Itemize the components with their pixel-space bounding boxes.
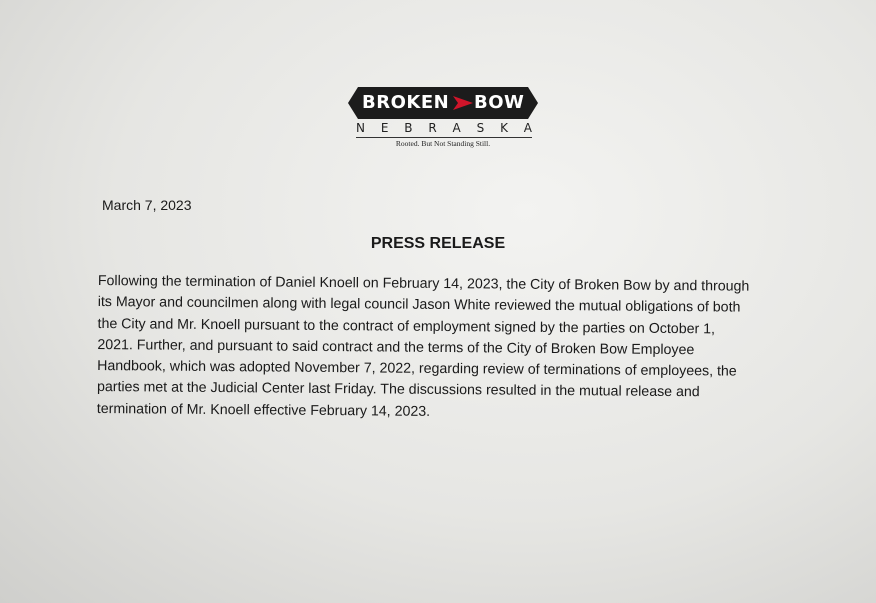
logo-state-letter: S	[476, 121, 485, 135]
arrow-icon	[453, 96, 473, 115]
release-date: March 7, 2023	[102, 197, 192, 213]
body-line: the City and Mr. Knoell pursuant to the contract of employment signed by the parties on October 1,	[97, 315, 716, 337]
release-body	[97, 271, 788, 426]
logo-state-letter: B	[404, 121, 413, 135]
logo-divider	[356, 137, 532, 138]
body-line: Handbook, which was adopted November 7, 2022, regarding review of terminations of employees, the	[97, 358, 737, 380]
logo-state-letter: K	[500, 121, 508, 135]
body-line: termination of Mr. Knoell effective February 14, 2023.	[96, 400, 431, 420]
logo-word-bow: BOW	[474, 92, 525, 113]
body-line: Following the termination of Daniel Knoell on February 14, 2023, the City of Broken Bow by and through	[97, 272, 750, 295]
logo-state-letter: E	[380, 121, 389, 135]
body-line: parties met at the Judicial Center last Friday. The discussions resulted in the mutual release and	[96, 379, 700, 401]
logo-state-letter: A	[523, 121, 532, 135]
body-line: its Mayor and councilmen along with legal council Jason White reviewed the mutual obligations of both	[97, 294, 741, 316]
body-line: 2021. Further, and pursuant to said contract and the terms of the City of Broken Bow Employee	[97, 336, 695, 359]
logo-tagline: Rooted. But Not Standing Still.	[395, 139, 491, 148]
logo-state-letter: R	[428, 121, 437, 135]
logo-state-name	[356, 121, 532, 135]
logo-state-letter: A	[452, 121, 461, 135]
logo-state-letter: N	[356, 121, 365, 135]
page-title: PRESS RELEASE	[370, 235, 506, 252]
broken-bow-logo	[348, 87, 538, 151]
logo-word-broken: BROKEN	[362, 92, 450, 113]
